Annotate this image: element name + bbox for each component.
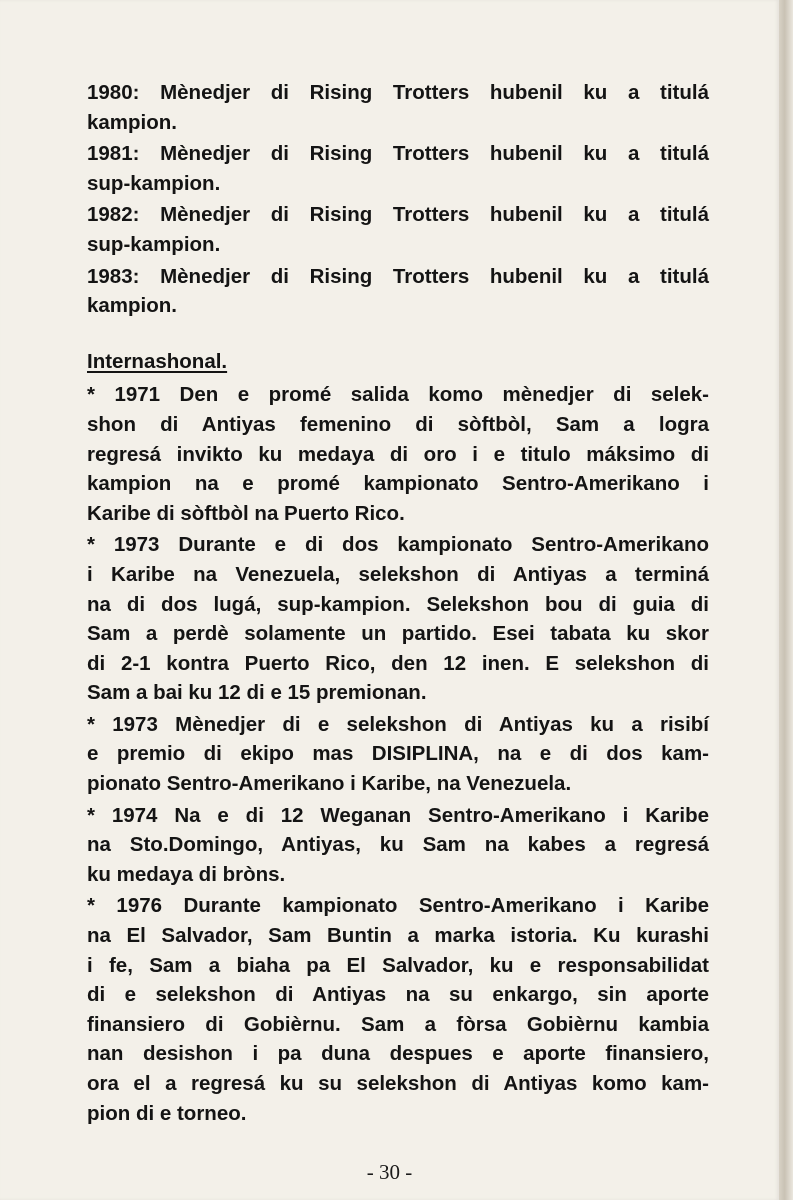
international-entry-1976 [87, 891, 709, 1128]
text-line: i fe, Sam a biaha pa El Salvador, ku e responsabilidat [87, 953, 709, 977]
international-entry-1973-a [87, 530, 709, 708]
text-line: 1983: Mènedjer di Rising Trotters hubenil ku a titulá [87, 264, 709, 288]
text-line: na di dos lugá, sup-kampion. Selekshon bou di guia di [87, 592, 709, 616]
text-line: sup-kampion. [87, 232, 221, 256]
text-line: di e selekshon di Antiyas na su enkargo, sin aporte [87, 983, 709, 1007]
international-entry-1973-b [87, 710, 709, 799]
text-line: kampion. [87, 110, 177, 134]
text-line: e premio di ekipo mas DISIPLINA, na e di dos kam- [87, 742, 709, 766]
career-entry-1983 [87, 262, 709, 321]
text-line: * 1976 Durante kampionato Sentro-Amerikano i Karibe [87, 894, 709, 918]
international-entry-1971 [87, 380, 709, 528]
book-spine-edge [779, 0, 793, 1200]
text-line: * 1973 Durante e di dos kampionato Sentro-Amerikano [87, 533, 709, 557]
page-content [87, 78, 709, 1130]
text-line: regresá invikto ku medaya di oro i e titulo máksimo di [87, 442, 709, 466]
page-number: - 30 - [366, 1160, 413, 1184]
text-line: * 1973 Mènedjer di e selekshon di Antiyas ku a risibí [87, 712, 709, 736]
text-line: pionato Sentro-Amerikano i Karibe, na Venezuela. [87, 772, 572, 796]
text-line: kampion. [87, 294, 177, 318]
text-line: pion di e torneo. [87, 1101, 247, 1125]
text-line: sup-kampion. [87, 171, 221, 195]
text-line: 1982: Mènedjer di Rising Trotters hubenil ku a titulá [87, 203, 709, 227]
text-line: Karibe di sòftbòl na Puerto Rico. [87, 501, 405, 525]
text-line: kampion na e promé kampionato Sentro-Amerikano i [87, 472, 709, 496]
career-entry-1981 [87, 139, 709, 198]
text-line: na El Salvador, Sam Buntin a marka istoria. Ku kurashi [87, 924, 709, 948]
text-line: na Sto.Domingo, Antiyas, ku Sam na kabes a regresá [87, 833, 709, 857]
text-line: 1980: Mènedjer di Rising Trotters hubenil ku a titulá [87, 81, 709, 104]
text-line: shon di Antiyas femenino di sòftbòl, Sam a logra [87, 412, 709, 436]
text-line: 1981: Mènedjer di Rising Trotters hubenil ku a titulá [87, 142, 709, 166]
career-entry-1982 [87, 200, 709, 259]
text-line: ku medaya di bròns. [87, 862, 286, 886]
text-line: Sam a bai ku 12 di e 15 premionan. [87, 681, 427, 705]
text-line: Sam a perdè solamente un partido. Esei tabata ku skor [87, 622, 709, 646]
section-heading-internashonal: Internashonal. [87, 349, 228, 373]
text-line: finansiero di Gobièrnu. Sam a fòrsa Gobièrnu kambia [87, 1012, 709, 1036]
text-line: i Karibe na Venezuela, selekshon di Antiyas a terminá [87, 562, 709, 586]
text-line: ora el a regresá ku su selekshon di Antiyas komo kam- [87, 1072, 709, 1095]
text-line: * 1971 Den e promé salida komo mènedjer di selek- [87, 383, 709, 407]
career-entry-1980 [87, 78, 709, 137]
text-line: di 2-1 kontra Puerto Rico, den 12 inen. E selekshon di [87, 651, 709, 675]
international-entry-1974 [87, 801, 709, 890]
text-line: * 1974 Na e di 12 Weganan Sentro-Amerikano i Karibe [87, 803, 709, 827]
text-line: nan desishon i pa duna despues e aporte finansiero, [87, 1042, 709, 1066]
